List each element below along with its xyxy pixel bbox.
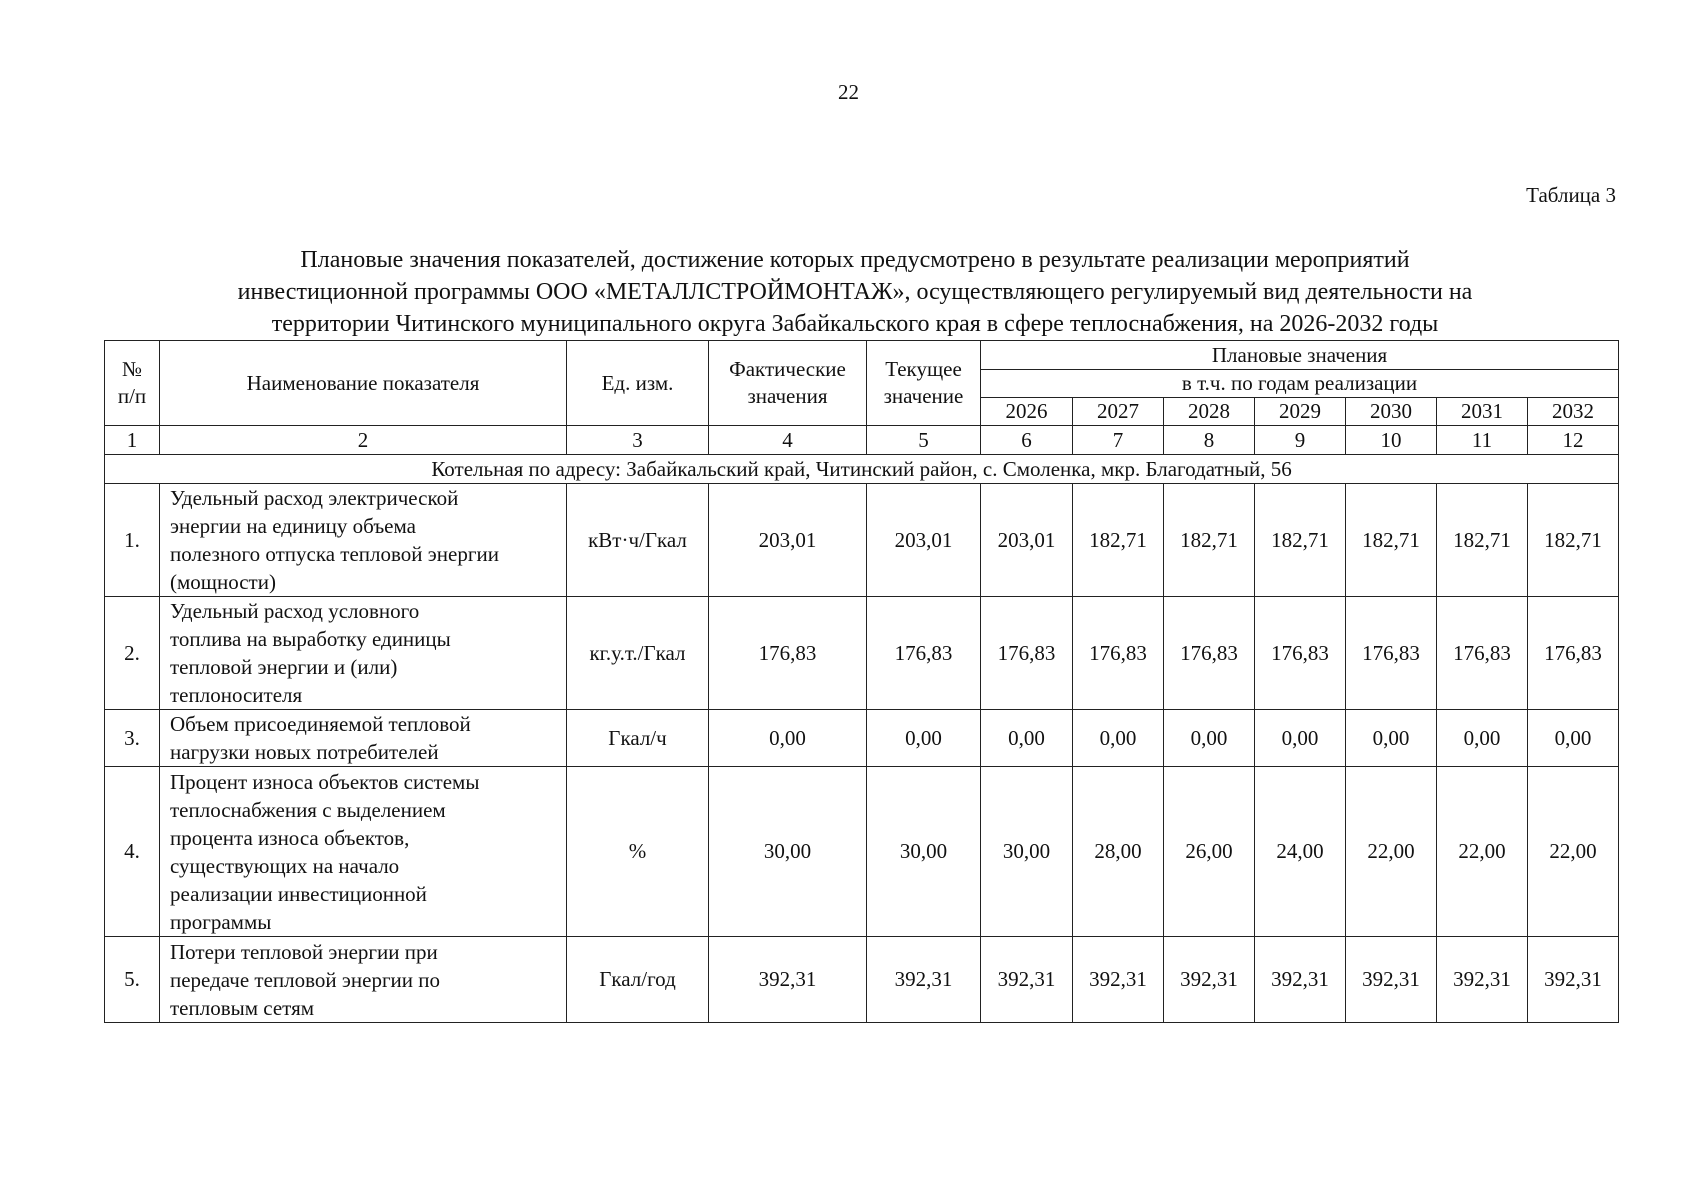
column-number: 11 <box>1437 426 1528 455</box>
year-value: 182,71 <box>1164 484 1255 597</box>
current-value: 0,00 <box>867 710 981 767</box>
column-number: 8 <box>1164 426 1255 455</box>
current-value: 176,83 <box>867 597 981 710</box>
actual-value: 176,83 <box>709 597 867 710</box>
header-current-line: значение <box>883 384 964 408</box>
year-value: 392,31 <box>1164 937 1255 1023</box>
year-value: 0,00 <box>1073 710 1164 767</box>
header-current <box>867 341 981 426</box>
indicator-name <box>160 597 567 710</box>
header-actual <box>709 341 867 426</box>
year-value: 22,00 <box>1346 767 1437 937</box>
year-value: 0,00 <box>1528 710 1619 767</box>
indicator-name-line: программы <box>170 909 272 934</box>
year-value: 392,31 <box>1346 937 1437 1023</box>
indicator-name-line: передаче тепловой энергии по <box>170 967 441 992</box>
year-value: 182,71 <box>1346 484 1437 597</box>
year-value: 392,31 <box>1528 937 1619 1023</box>
column-number: 4 <box>709 426 867 455</box>
indicators-table <box>104 340 1619 1023</box>
year-value: 182,71 <box>1528 484 1619 597</box>
year-value: 30,00 <box>981 767 1073 937</box>
header-number <box>105 341 160 426</box>
header-year: 2028 <box>1164 398 1255 426</box>
actual-value: 203,01 <box>709 484 867 597</box>
page-number: 22 <box>838 80 859 104</box>
unit-cell: Гкал/год <box>567 937 709 1023</box>
unit-cell: кг.у.т./Гкал <box>567 597 709 710</box>
year-value: 176,83 <box>1255 597 1346 710</box>
column-number: 9 <box>1255 426 1346 455</box>
year-value: 182,71 <box>1073 484 1164 597</box>
indicator-name-line: Удельный расход электрической <box>170 486 459 510</box>
table-row <box>105 937 1619 1023</box>
year-value: 392,31 <box>981 937 1073 1023</box>
current-value: 30,00 <box>867 767 981 937</box>
column-number: 10 <box>1346 426 1437 455</box>
indicator-name-line: полезного отпуска тепловой энергии <box>170 542 499 566</box>
year-value: 26,00 <box>1164 767 1255 937</box>
indicator-name <box>160 710 567 767</box>
indicator-name-line: реализации инвестиционной <box>170 881 427 906</box>
indicator-name-line: Потери тепловой энергии при <box>170 939 438 964</box>
year-value: 182,71 <box>1437 484 1528 597</box>
table-label: Таблица 3 <box>1526 183 1616 207</box>
header-name: Наименование показателя <box>160 341 567 426</box>
unit-cell: Гкал/ч <box>567 710 709 767</box>
row-number: 2. <box>105 597 160 710</box>
indicator-name <box>160 484 567 597</box>
row-number: 1. <box>105 484 160 597</box>
column-number: 1 <box>105 426 160 455</box>
current-value: 203,01 <box>867 484 981 597</box>
current-value: 392,31 <box>867 937 981 1023</box>
title-line: Плановые значения показателей, достижение которых предусмотрено в результате реализации мероприятий <box>300 247 1410 273</box>
year-value: 0,00 <box>1255 710 1346 767</box>
indicator-name-line: теплоносителя <box>170 683 303 707</box>
indicator-name-line: Процент износа объектов системы <box>170 769 480 794</box>
indicator-name-line: топлива на выработку единицы <box>170 627 451 651</box>
table-row <box>105 767 1619 937</box>
indicator-name-line: Объем присоединяемой тепловой <box>170 712 471 736</box>
year-value: 392,31 <box>1255 937 1346 1023</box>
year-value: 176,83 <box>981 597 1073 710</box>
column-number: 7 <box>1073 426 1164 455</box>
column-number: 3 <box>567 426 709 455</box>
column-number: 2 <box>160 426 567 455</box>
indicator-name <box>160 767 567 937</box>
actual-value: 392,31 <box>709 937 867 1023</box>
unit-cell: % <box>567 767 709 937</box>
header-unit: Ед. изм. <box>567 341 709 426</box>
header-number-line: п/п <box>117 384 147 408</box>
year-value: 182,71 <box>1255 484 1346 597</box>
column-number: 5 <box>867 426 981 455</box>
year-value: 28,00 <box>1073 767 1164 937</box>
row-number: 5. <box>105 937 160 1023</box>
header-by-years: в т.ч. по годам реализации <box>981 370 1619 398</box>
year-value: 176,83 <box>1346 597 1437 710</box>
header-year: 2030 <box>1346 398 1437 426</box>
document-title <box>105 244 1605 340</box>
title-line: территории Читинского муниципального округа Забайкальского края в сфере теплоснабжения, на 2026-2032 годы <box>271 311 1439 337</box>
year-value: 22,00 <box>1528 767 1619 937</box>
header-year: 2032 <box>1528 398 1619 426</box>
header-year: 2031 <box>1437 398 1528 426</box>
indicator-name-line: тепловым сетям <box>170 995 315 1020</box>
indicator-name-line: (мощности) <box>170 570 276 594</box>
header-actual-line: значения <box>747 384 828 408</box>
title-line: инвестиционной программы ООО «МЕТАЛЛСТРОЙМОНТАЖ», осуществляющего регулируемый вид деятельности на <box>237 279 1473 305</box>
year-value: 203,01 <box>981 484 1073 597</box>
unit-cell: кВт·ч/Гкал <box>567 484 709 597</box>
indicator-name-line: энергии на единицу объема <box>170 514 416 538</box>
header-actual-line: Фактические <box>729 357 846 381</box>
year-value: 392,31 <box>1437 937 1528 1023</box>
indicator-name-line: теплоснабжения с выделением <box>170 797 446 822</box>
header-year: 2029 <box>1255 398 1346 426</box>
header-year: 2026 <box>981 398 1073 426</box>
header-year: 2027 <box>1073 398 1164 426</box>
year-value: 24,00 <box>1255 767 1346 937</box>
indicator-name-line: существующих на начало <box>170 853 400 878</box>
year-value: 392,31 <box>1073 937 1164 1023</box>
year-value: 176,83 <box>1073 597 1164 710</box>
section-row <box>105 455 1619 484</box>
actual-value: 0,00 <box>709 710 867 767</box>
column-number: 12 <box>1528 426 1619 455</box>
actual-value: 30,00 <box>709 767 867 937</box>
header-current-line: Текущее <box>885 357 962 381</box>
column-numbers-row <box>105 426 1619 455</box>
header-planned: Плановые значения <box>981 341 1619 370</box>
header-number-line: № <box>121 357 143 381</box>
indicator-name <box>160 937 567 1023</box>
year-value: 176,83 <box>1437 597 1528 710</box>
indicator-name-line: нагрузки новых потребителей <box>170 740 439 764</box>
year-value: 22,00 <box>1437 767 1528 937</box>
row-number: 3. <box>105 710 160 767</box>
table-row <box>105 484 1619 597</box>
year-value: 176,83 <box>1164 597 1255 710</box>
year-value: 0,00 <box>1346 710 1437 767</box>
indicator-name-line: тепловой энергии и (или) <box>170 655 398 679</box>
year-value: 0,00 <box>1164 710 1255 767</box>
year-value: 0,00 <box>981 710 1073 767</box>
table-row <box>105 710 1619 767</box>
column-number: 6 <box>981 426 1073 455</box>
table-row <box>105 597 1619 710</box>
year-value: 0,00 <box>1437 710 1528 767</box>
indicator-name-line: Удельный расход условного <box>170 599 420 623</box>
row-number: 4. <box>105 767 160 937</box>
section-title: Котельная по адресу: Забайкальский край, Читинский район, с. Смоленка, мкр. Благодатный, 56 <box>105 455 1619 484</box>
year-value: 176,83 <box>1528 597 1619 710</box>
indicator-name-line: процента износа объектов, <box>170 825 410 850</box>
